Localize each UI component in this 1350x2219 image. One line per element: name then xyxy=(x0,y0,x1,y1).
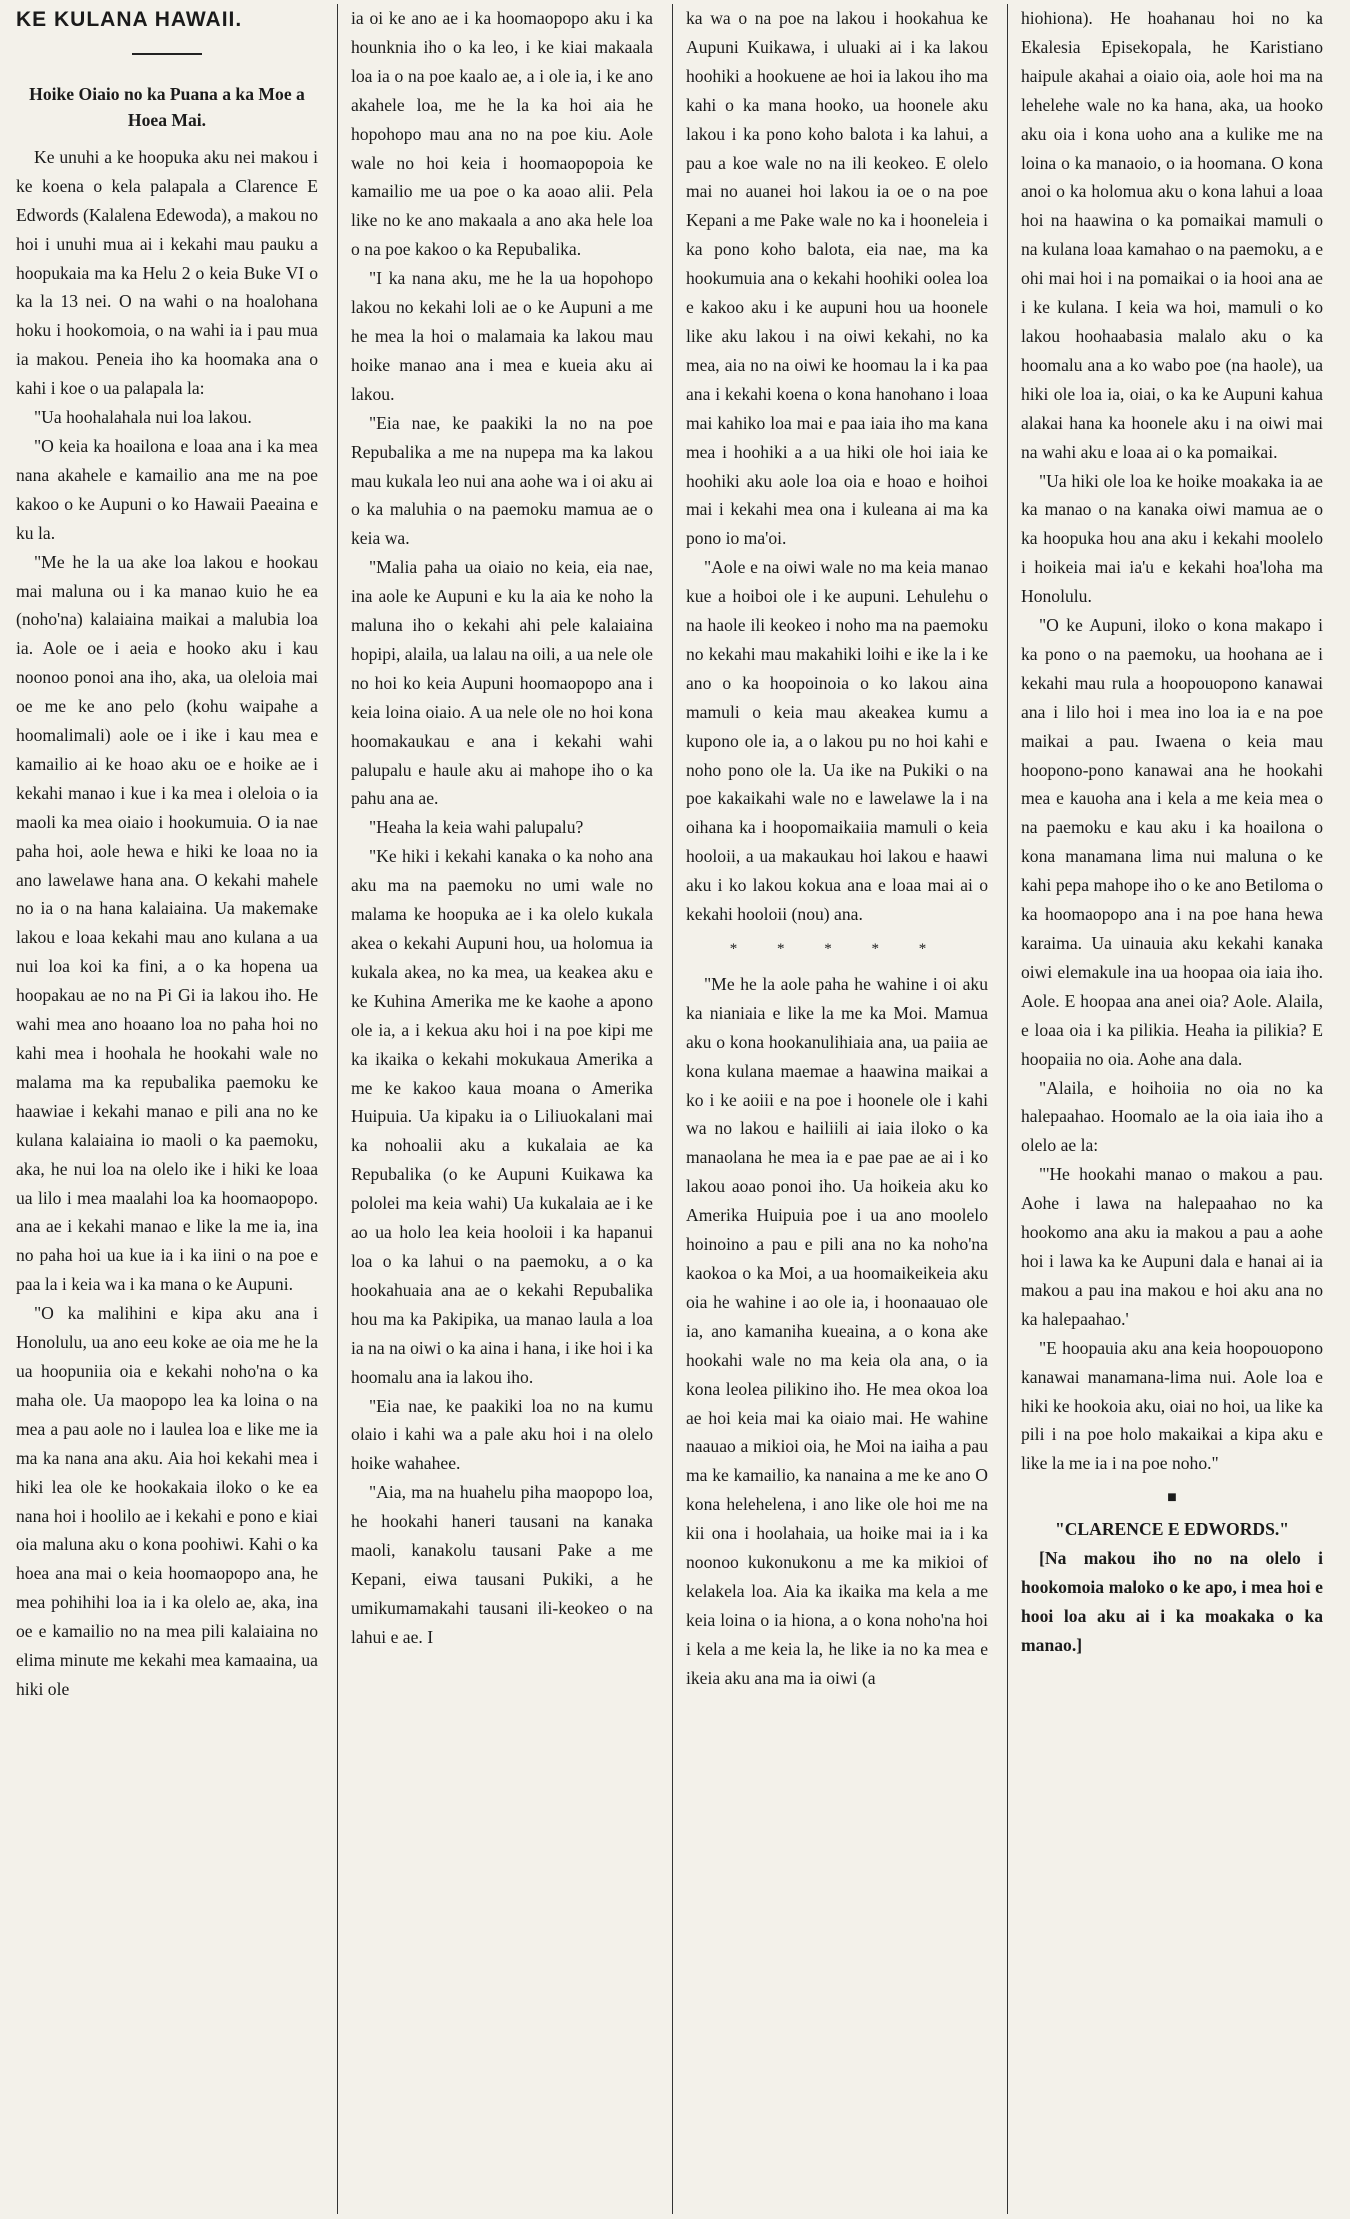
paragraph: "O keia ka hoailona e loaa ana i ka mea nana akahele e kamailio ana me na poe kakoo o ke Aupuni o ko Hawaii Paeaina e ku la. xyxy=(16,435,318,543)
paragraph: "Ua hiki ole loa ke hoike moakaka ia ae ka manao o na kanaka oiwi mamua ae o ka hoopuka hou ana aku i kekahi moolelo i hoikeia mai ia'u e kekahi hoa'loha ma Honolulu. xyxy=(1021,470,1323,607)
paragraph: "Ua hoohalahala nui loa lakou. xyxy=(34,407,252,428)
paragraph: "'He hookahi manao o makou a pau. Aohe i lawa na halepaahao no ka hookomo ana aku ia makou a pau a aohe hoi i lawa ka ke Aupuni dala e hanai ai ia makou a pau ina makou e hoi aku ana no ka halepaahao.' xyxy=(1021,1164,1323,1329)
paragraph: "O ke Aupuni, iloko o kona makapo i ka pono o na paemoku, ua hoohana ae i kekahi mau rula a hoopouopono kanawai ana i lilo hoi i mea ino loa ia e na poe maikai a pau. Iwaena o keia mau hoopono-pono kanawai ana he hookahi mea e kauoha ana i kela a me keia mea o na paemoku e kau aku i ka hoailona o kona manamana lima nui maluna o ke kahi pepa mahope iho o ke ano Betiloma o ka hoomaopopo ana i na poe hana hewa karaima. Ua uinauia aku kekahi kanaka oiwi elemakule ina ua hoopaa oia iaia iho. Aole. E hoopaa ana anei oia? Aole. Alaila, e loaa oia i ka pilikia. Heaha ia pilikia? E hoopaiia no oia. Aohe ana dala. xyxy=(1021,615,1323,1069)
paragraph: "I ka nana aku, me he la ua hopohopo lakou no kekahi loli ae o ke Aupuni a me he mea la hoi o malamaia ka lakou mau hoike manao ana i mea e kueia aku ai lakou. xyxy=(351,268,653,404)
paragraph: "Me he la ua ake loa lakou e hookau mai maluna ou i ka manao kuio he ea (noho'na) kalaiaina maikai a malubia loa ia. Aole oe i aeia e hooko aku i kau noonoo ponoi ana iho, aka, ua oleloia mai oe me ke ano pelo (kohu waipahe a hoomalimali) aole oe i ike i kau mea e kamailio ai ke hoao aku oe e hoike ae i kekahi manao i kue i ka mea i oleloia o ia maoli ka mea oiaio i hookumuia. O ia nae paha hoi, aole hewa e hiki ke loaa no ia ano lawelawe hana ana. O kekahi mahele no ia o na hana kalaiaina. Ua makemake lakou e loaa kekahi mau ano kulana a ua nui loa koi ka fini, a o ka hopena ua hoopakau ae no na Pi Gi ia lakou iho. He wahi mea ano hoaano loa no paha hoi no kahi mea i hoohala he hookahi wale no malama ma ka repubalika paemoku ke haawiae i kekahi manao e pili ana no ke kulana kalaiaina io maoli o ka paemoku, aka, he nui loa na olelo ike i hiki ke loaa ua lilo i mea maalahi loa ka hoomaopopo. ana ae i kekahi manao e like la me ia, ina no paha hoi ua kue ia i ka iini o na poe e paa la i keia wa i ka mana o ke Aupuni. xyxy=(16,551,318,1295)
column-4 xyxy=(1013,4,1331,2214)
column-1 xyxy=(8,4,326,2214)
newspaper-page xyxy=(8,4,1342,2214)
paragraph: "Malia paha ua oiaio no keia, eia nae, ina aole ke Aupuni e ku la aia ke noho la maluna iho o kekahi ahi pele kalaiaina hopipi, alaila, ua lalau na oili, a ua nele ole no hoi ko keia Aupuni hoomaopopo ana i keia loina oiaio. A ua nele ole no hoi kona hoomakaukau e ana i kekahi wahi palupalu e haule aku ai mahope iho o ka pahu ana ae. xyxy=(351,557,653,809)
paragraph: "Alaila, e hoihoiia no oia no ka halepaahao. Hoomalo ae la oia iaia iho a olelo ae la: xyxy=(1021,1077,1323,1156)
paragraph: ia oi ke ano ae i ka hoomaopopo aku i ka hounknia iho o ka leo, i ke kiai makaala loa ia o na poe kaalo ae, a i ole ia, i ke ano akahele loa, me he la ka hoi aia he hopohopo mau ana no na poe kiu. Aole wale no hoi keia i hoomaopopoia ke kamailio me ua poe o ka aoao alii. Pela like no ke ano makaala a ano aka hele loa o na poe kakoo o ka Repubalika. xyxy=(351,8,653,260)
paragraph: "Aia, ma na huahelu piha maopopo loa, he hookahi haneri tausani na kanaka maoli, kanakolu tausani Pake a me Kepani, eiwa tausani Pukiki, a he umikumamakahi tausani ili-keokeo o na lahui e ae. I xyxy=(351,1482,653,1647)
column-2 xyxy=(343,4,661,2214)
author-signature: "CLARENCE E EDWORDS." xyxy=(1054,1519,1290,1540)
column-rule xyxy=(1007,4,1008,2214)
paragraph: "Aole e na oiwi wale no ma keia manao kue a hoiboi ole i ke aupuni. Lehulehu o na haole ili keokeo i noho ma na paemoku no kekahi mau makahiki loihi e ike la i ke ano o ka hoopoinoia o ko lakou aina mamuli o keia mau akeakea kumu a kupono ole ia, a o lakou pu no hoi kahi e noho pono ole la. Ua ike na Pukiki o na poe kakaikahi wale no e lawelawe la i na oihana ka i hoopomaikaiia mamuli o keia hooloii, a ua makaukau hoi lakou e haawi aku i ko lakou kokua ana e loaa mai ai o kekahi hooloii (nou) ana. xyxy=(686,557,988,925)
paragraph: "O ka malihini e kipa aku ana i Honolulu, ua ano eeu koke ae oia me he la ua hoopuniia oia e kekahi noho'na o ka maha ole. Ua maopopo lea ka loina o na mea a pau aole no i laulea loa e like me ia ma ka nana ana aku. Aia hoi kekahi mea i hiki lea ole ke hookakaia iloko o ke ea nana hoi i hoolilo ae i kekahi e pono e kiai oia maluna aku o kona poohiwi. Kahi o ka hoea ana mai o keia hoomaopopo ana, he mea pohihihi loa ia i ka olelo ae, aka, ina oe e kamailio no na mea pili kalaiaina no elima minute me kekahi mea kamaaina, ua hiki ole xyxy=(16,1303,318,1699)
ornament-divider: ■ xyxy=(1167,1489,1177,1507)
section-break-stars: * * * * * xyxy=(729,941,945,957)
paragraph: "Ke hiki i kekahi kanaka o ka noho ana aku ma na paemoku no umi wale no malama ke hoopuka ae i ka olelo kukala akea o kekahi Aupuni hou, ua holomua ia kukala akea, no ka mea, ua keakea aku e ke Kuhina Amerika me ke kaohe a apono ole ia, a i kekua aku hoi i na poe kipi me ka ikaika o kekahi mokukaua Amerika a me ke kakoo kaua moana o Amerika Huipuia. Ua kipaku ia o Liliuokalani mai ka nohoalii aku a kukalaia ae ka Repubalika (o ke Aupuni Kuikawa ka pololei ma keia wahi) Ua kukalaia ae i ke ao ua holo lea keia hooloii i ka hapanui loa o ka lahui o na paemoku, a o ka hookahuaia ana ae o kekahi Repubalika hou ma ka Pakipika, ua manao laula a loa ia na na oiwi o ka aina i hana, i ike hoi i ka hoomalu ana ia lakou iho. xyxy=(351,846,653,1387)
paragraph: "Heaha la keia wahi palupalu? xyxy=(369,817,584,838)
paragraph: "Eia nae, ke paakiki la no na poe Repubalika a me na nupepa ma ka lakou mau kukala leo nui ana aohe wa i oi aku ai o ka maluhia o na paemoku mamua ae o keia wa. xyxy=(351,412,653,549)
paragraph: Ke unuhi a ke hoopuka aku nei makou i ke koena o kela palapala a Clarence E Edwords (Kalalena Edewoda), a makou no hoi i unuhi mua ai i kekahi mau pauku a hoopukaia ma ka Helu 2 o keia Buke VI o ka la 13 nei. O na wahi o na hoalohana hoku i hookomoia, o na wahi ia i pau mua ia makou. Peneia iho ka hoomaka ana o kahi i koe o ua palapala la: xyxy=(16,146,318,399)
article-headline: Hoike Oiaio no ka Puana a ka Moe a Hoea Mai. xyxy=(29,83,305,130)
paragraph: "E hoopauia aku ana keia hoopouopono kanawai manamana-lima nui. Aole loa e hiki ke hookoia aku, oiai no hoi, ua like ka pili i na poe holo makaikai a kipa aku e like la me ia i na poe noho." xyxy=(1021,1337,1323,1474)
column-rule xyxy=(337,4,338,2214)
paragraph: hiohiona). He hoahanau hoi no ka Ekalesia Episekopala, he Karistiano haipule akahai a oiaio oia, aole hoi ma na lehelehe wale no ka hana, aka, ua hooko aku oia i kona uoho ana a kulike me na loina o ka manaoio, o ia hoomana. O kona anoi o ka holomua aku o kona lahui a loaa hoi na haawina o ka pomaikai mamuli o na kulana loaa kamahao o na paemoku, a e ohi mai hoi i na pomaikai o ia hooi ana ae i ke kulana. I keia wa hoi, mamuli o ko lakou hoohaabasia malalo aku o ka hoomalu ana a ko wabo poe (na haole), ua hiki ole loa ia, oiai, o ka ke Aupuni kahua alakai hana ka hoonele aku i na oiwi mai na wahi aku e loaa ai o ka pomaikai. xyxy=(1021,8,1323,462)
paragraph: "Me he la aole paha he wahine i oi aku ka nianiaia e like la me ka Moi. Mamua aku o kona hookanulihiaia ana, ua paiia ae kona kulana maemae a haawina maikai a ko i ke aoiii e na poe i hoonele ole i kahi wa no lakou e hailiili ai iaia iloko o ka manaolana he mea ia e pae pae ae ai i ko lakou aoao ponoi iho. Ua hoikeia aku ko Amerika Huipuia poe i ua ano moolelo hoinoino a pau e pili ana no ka noho'na kaokoa o ka Moi, a ua hoomaikeikeia aku oia he wahine i ao ole ia, i hoonaauao ole ia, ano kamaniha kueaina, a o kona ake hookahi wale no ma keia ola ana, o ia kona leolea pilikino iho. He mea okoa loa ae hoi keia mai ka oiaio mai. He wahine naauao a mikioi oia, he Moi na iaiha a pau ma ke kamailio, ka nanaina a me ke ano O kona helehelena, i ano like ole hoi me na kii ona i hoolahaia, ua hoike mai ia i ka noonoo kukonukonu a me ka mikioi of kelakela loa. Aia ka ikaika ma kela a me keia loina o ia hiona, a o kona noho'na hoi i kela a me keia la, he like ia no ka mea e ikeia aku ana ma ia oiwi (a xyxy=(686,973,988,1688)
editor-note: [Na makou iho no na olelo i hookomoia maloko o ke apo, i mea hoi e hooi loa aku ai i ka moakaka o ka manao.] xyxy=(1021,1548,1323,1655)
paragraph: ka wa o na poe na lakou i hookahua ke Aupuni Kuikawa, i uluaki ai i ka lakou hoohiki a hookuene ae hoi ia lakou iho ma kahi o ka mana hooko, ua hoonele aku lakou i ka pono koho balota i ka lahui, a pau a koe wale no na ili keokeo. E olelo mai no auanei hoi lakou ia oe o na poe Kepani a me Pake wale no ka i hooneleia i ka pono koho balota, eia nae, ma ka hookumuia ana o kekahi hoohiki oolea loa e kakoo aku i ke aupuni hou ua hoonele like aku lakou i na oiwi kekahi, no ka mea, aia no na oiwi ke hoomau la i ka paa ana i kekahi koena o kona hanohano i loaa mai kahiko loa mai e paa iaia iho ma kana mea i hoohiki a a ua hiki ole hoi iaia ke hoohiki aku aole loa oia e hoao e hoihoi mai i kekahi mea ona i kuleana ai ma ka pono io ma'oi. xyxy=(686,8,988,549)
column-3 xyxy=(678,4,996,2214)
paragraph: "Eia nae, ke paakiki loa no na kumu olaio i kahi wa a pale aku hoi i na olelo hoike wahahee. xyxy=(351,1395,653,1474)
column-rule xyxy=(672,4,673,2214)
short-divider xyxy=(132,53,202,55)
section-masthead: KE KULANA HAWAII. xyxy=(16,8,243,31)
